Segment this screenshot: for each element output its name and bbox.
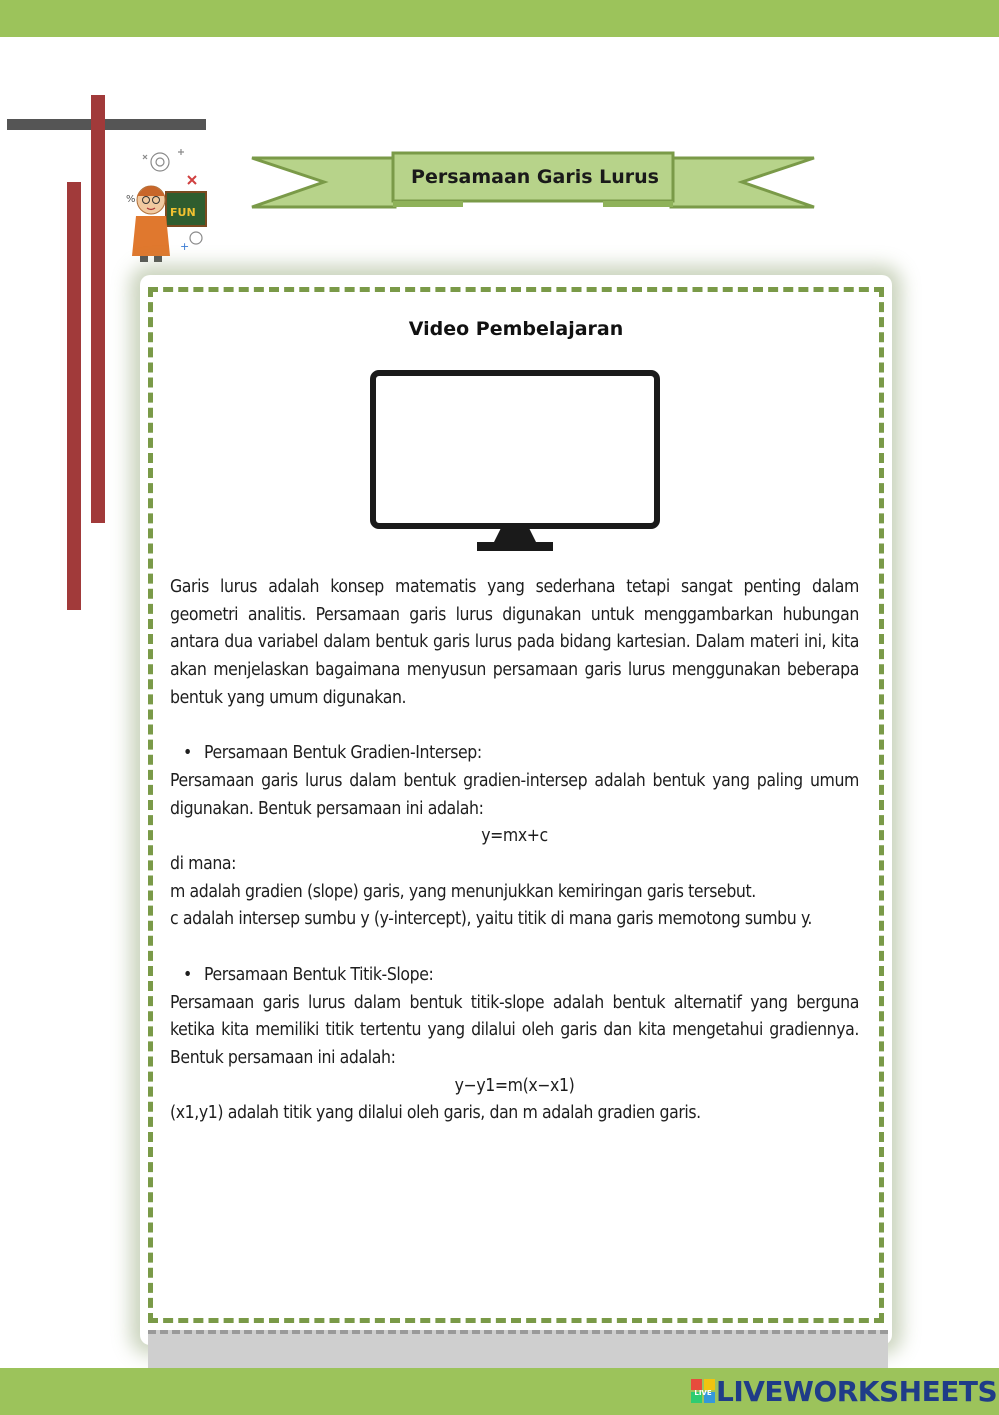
page-title: Persamaan Garis Lurus [411,166,659,188]
video-player-monitor[interactable] [370,370,660,555]
point-slope-paragraph: Persamaan garis lurus dalam bentuk titik-slope adalah bentuk alternatif yang berguna ketika kita memiliki titik tertentu yang dilalui oleh garis dan kita mengetahui gradiennya. Bentuk persamaan ini adalah: [170,992,859,1068]
definition-c: c adalah intersep sumbu y (y-intercept), yaitu titik di mana garis memotong sumbu y. [170,909,812,930]
liveworksheets-badge-icon [690,1378,716,1404]
bullet-point-slope: • Persamaan Bentuk Titik-Slope: [170,962,859,990]
lesson-content [170,574,859,1128]
definition-m: m adalah gradien (slope) garis, yang menunjukkan kemiringan garis tersebut. [170,881,756,902]
math-mascot-illustration [118,140,213,265]
video-section-title: Video Pembelajaran [408,318,624,340]
formula-gradient-intercept: y=mx+c [481,826,548,847]
point-slope-note: (x1,y1) adalah titik yang dilalui oleh garis, dan m adalah gradien garis. [170,1103,701,1124]
where-label: di mana: [170,854,237,875]
decorative-vertical-bar-right [91,95,105,523]
lower-card-edge [148,1330,888,1368]
liveworksheets-logo-text: LIVEWORKSHEETS [716,1374,998,1408]
liveworksheets-logo[interactable] [690,1374,997,1408]
svg-text:%: % [126,194,136,205]
svg-text:+: + [180,240,190,253]
intro-paragraph: Garis lurus adalah konsep matematis yang sederhana tetapi sangat penting dalam geometri analitis. Persamaan garis lurus digunakan untuk menggambarkan hubungan antara dua variabel dalam bentuk garis lurus pada bidang kartesian. Dalam materi ini, kita akan menjelaskan bagaimana menyusun persamaan garis lurus menggunakan beberapa bentuk yang umum digunakan. [170,577,859,708]
liveworksheets-badge-text: LIVE [694,1389,712,1397]
bullet-gradient-intercept: • Persamaan Bentuk Gradien-Intersep: [170,740,859,768]
formula-point-slope: y−y1=m(x−x1) [454,1075,575,1096]
mascot-sign-text: FUN [170,206,196,219]
gradient-intercept-paragraph: Persamaan garis lurus dalam bentuk gradien-intersep adalah bentuk yang paling umum digunakan. Bentuk persamaan ini adalah: [170,770,859,819]
top-banner-bar [0,0,999,37]
decorative-horizontal-bar [7,119,206,130]
decorative-vertical-bar-left [67,182,81,610]
